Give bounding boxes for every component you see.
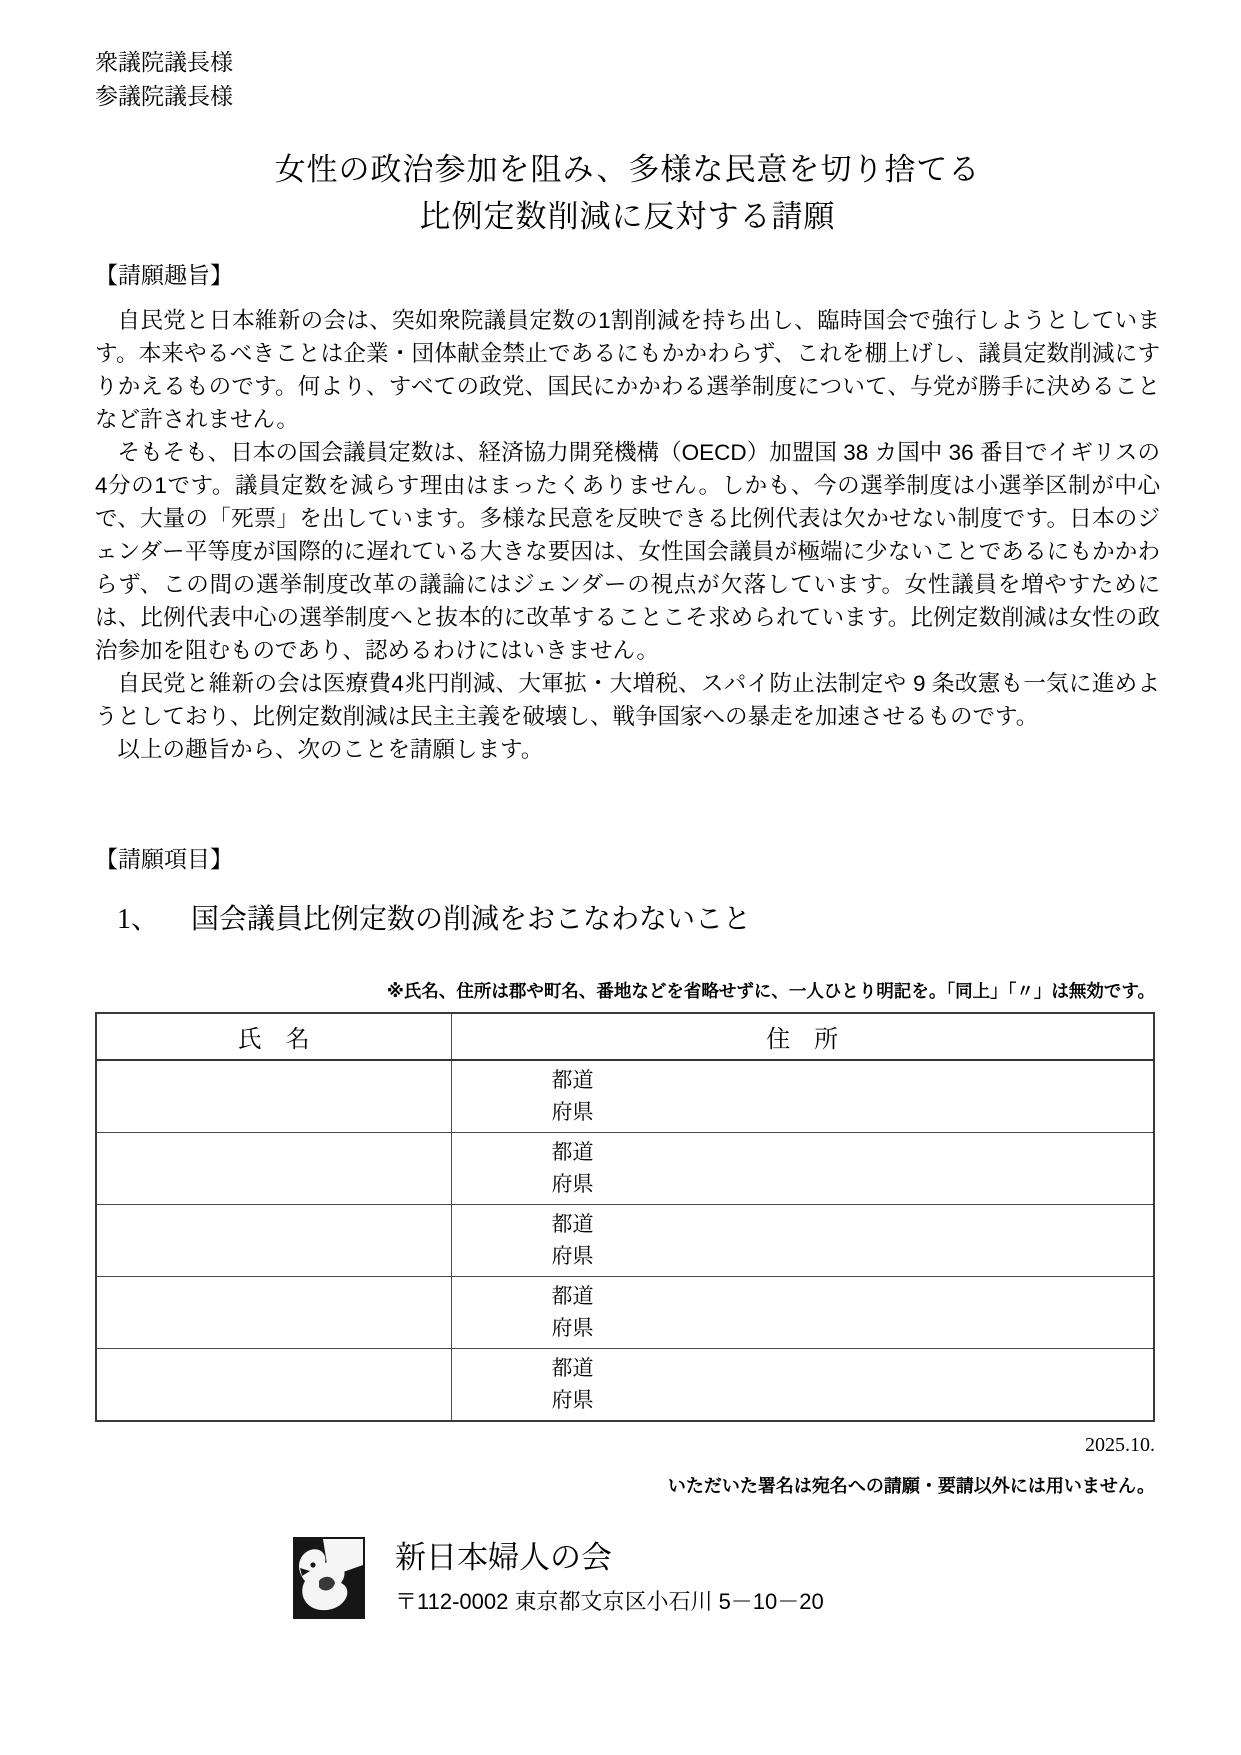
prefecture-label: 都道 (551, 1068, 594, 1092)
organization-footer (95, 1537, 1160, 1619)
items-heading: 【請願項目】 (95, 846, 233, 872)
organization-address: 〒112-0002 東京都文京区小石川 5－10－20 (395, 1589, 824, 1614)
body-paragraph: 自民党と維新の会は医療費4兆円削減、大軍拡・大増税、スパイ防止法制定や 9 条改憲も一気に進めようとしており、比例定数削減は民主主義を破壊し、戦争国家への暴走を加速させるものです。 (95, 671, 1160, 729)
signature-table-body (96, 1060, 1154, 1421)
signature-row (96, 1349, 1154, 1422)
signature-row (96, 1205, 1154, 1277)
prefecture-label: 都道 (551, 1356, 594, 1380)
name-cell (96, 1060, 451, 1133)
prefecture-label: 都道 (551, 1212, 594, 1236)
signature-row (96, 1060, 1154, 1133)
addressees (95, 45, 1160, 113)
dove-icon (293, 1537, 365, 1619)
title-line-2: 比例定数削減に反対する請願 (419, 199, 836, 234)
prefecture-label: 府県 (551, 1172, 594, 1196)
name-cell (96, 1349, 451, 1422)
form-instruction-note: ※氏名、住所は郡や町名、番地などを省略せずに、一人ひとり明記を。「同上」「〃」は無効です。 (386, 981, 1155, 1001)
organization-name: 新日本婦人の会 (395, 1540, 612, 1575)
prefecture-label: 府県 (551, 1244, 594, 1268)
body-paragraph: 自民党と日本維新の会は、突如衆院議員定数の1割削減を持ち出し、臨時国会で強行しようとしています。本来やるべきことは企業・団体献金禁止であるにもかかわらず、これを棚上げし、議員定数削減にすりかえるものです。何より、すべての政党、国民にかかわる選挙制度について、与党が勝手に決めることなど許されません。 (95, 308, 1160, 432)
privacy-note: いただいた署名は宛名への請願・要請以外には用いません。 (667, 1476, 1155, 1496)
name-cell (96, 1133, 451, 1205)
document-title (95, 146, 1160, 240)
address-cell (451, 1277, 1154, 1349)
prefecture-label: 府県 (551, 1100, 594, 1124)
body-paragraph: そもそも、日本の国会議員定数は、経済協力開発機構（OECD）加盟国 38 カ国中 36 番目でイギリスの4分の1です。議員定数を減らす理由はまったくありません。しかも、今の選挙制度は小選挙区制が中心で、大量の「死票」を出しています。多様な民意を反映できる比例代表は欠かせない制度です。日本のジェンダー平等度が国際的に遅れている大きな要因は、女性国会議員が極端に少ないことであるにもかかわらず、この間の選挙制度改革の議論にはジェンダーの視点が欠落しています。女性議員を増やすためには、比例代表中心の選挙制度へと抜本的に改革することこそ求められています。比例定数削減は女性の政治参加を阻むものであり、認めるわけにはいきません。 (95, 440, 1160, 663)
address-cell (451, 1133, 1154, 1205)
name-cell (96, 1205, 451, 1277)
prefecture-label: 都道 (551, 1284, 594, 1308)
address-column-header: 住 所 (451, 1013, 1154, 1060)
prefecture-label: 府県 (551, 1388, 594, 1412)
signature-table (95, 1012, 1155, 1422)
petition-item-1 (95, 900, 1160, 939)
title-line-1: 女性の政治参加を阻み、多様な民意を切り捨てる (274, 152, 981, 187)
prefecture-label: 都道 (551, 1140, 594, 1164)
issue-date: 2025.10. (1085, 1434, 1155, 1456)
purpose-heading: 【請願趣旨】 (95, 262, 233, 288)
organization-info (395, 1537, 824, 1617)
name-column-header: 氏 名 (96, 1013, 451, 1060)
signature-table-header-row (96, 1013, 1154, 1060)
purpose-body (95, 304, 1160, 766)
signature-row (96, 1277, 1154, 1349)
signature-row (96, 1133, 1154, 1205)
prefecture-label: 府県 (551, 1316, 594, 1340)
body-paragraph: 以上の趣旨から、次のことを請願します。 (117, 737, 544, 762)
name-cell (96, 1277, 451, 1349)
addressee-house-of-representatives: 衆議院議長様 (95, 49, 233, 75)
item-text: 国会議員比例定数の削減をおこなわないこと (191, 903, 752, 934)
address-cell (451, 1205, 1154, 1277)
address-cell (451, 1060, 1154, 1133)
address-cell (451, 1349, 1154, 1422)
item-number: 1、 (117, 904, 160, 935)
addressee-house-of-councillors: 参議院議長様 (95, 83, 233, 109)
